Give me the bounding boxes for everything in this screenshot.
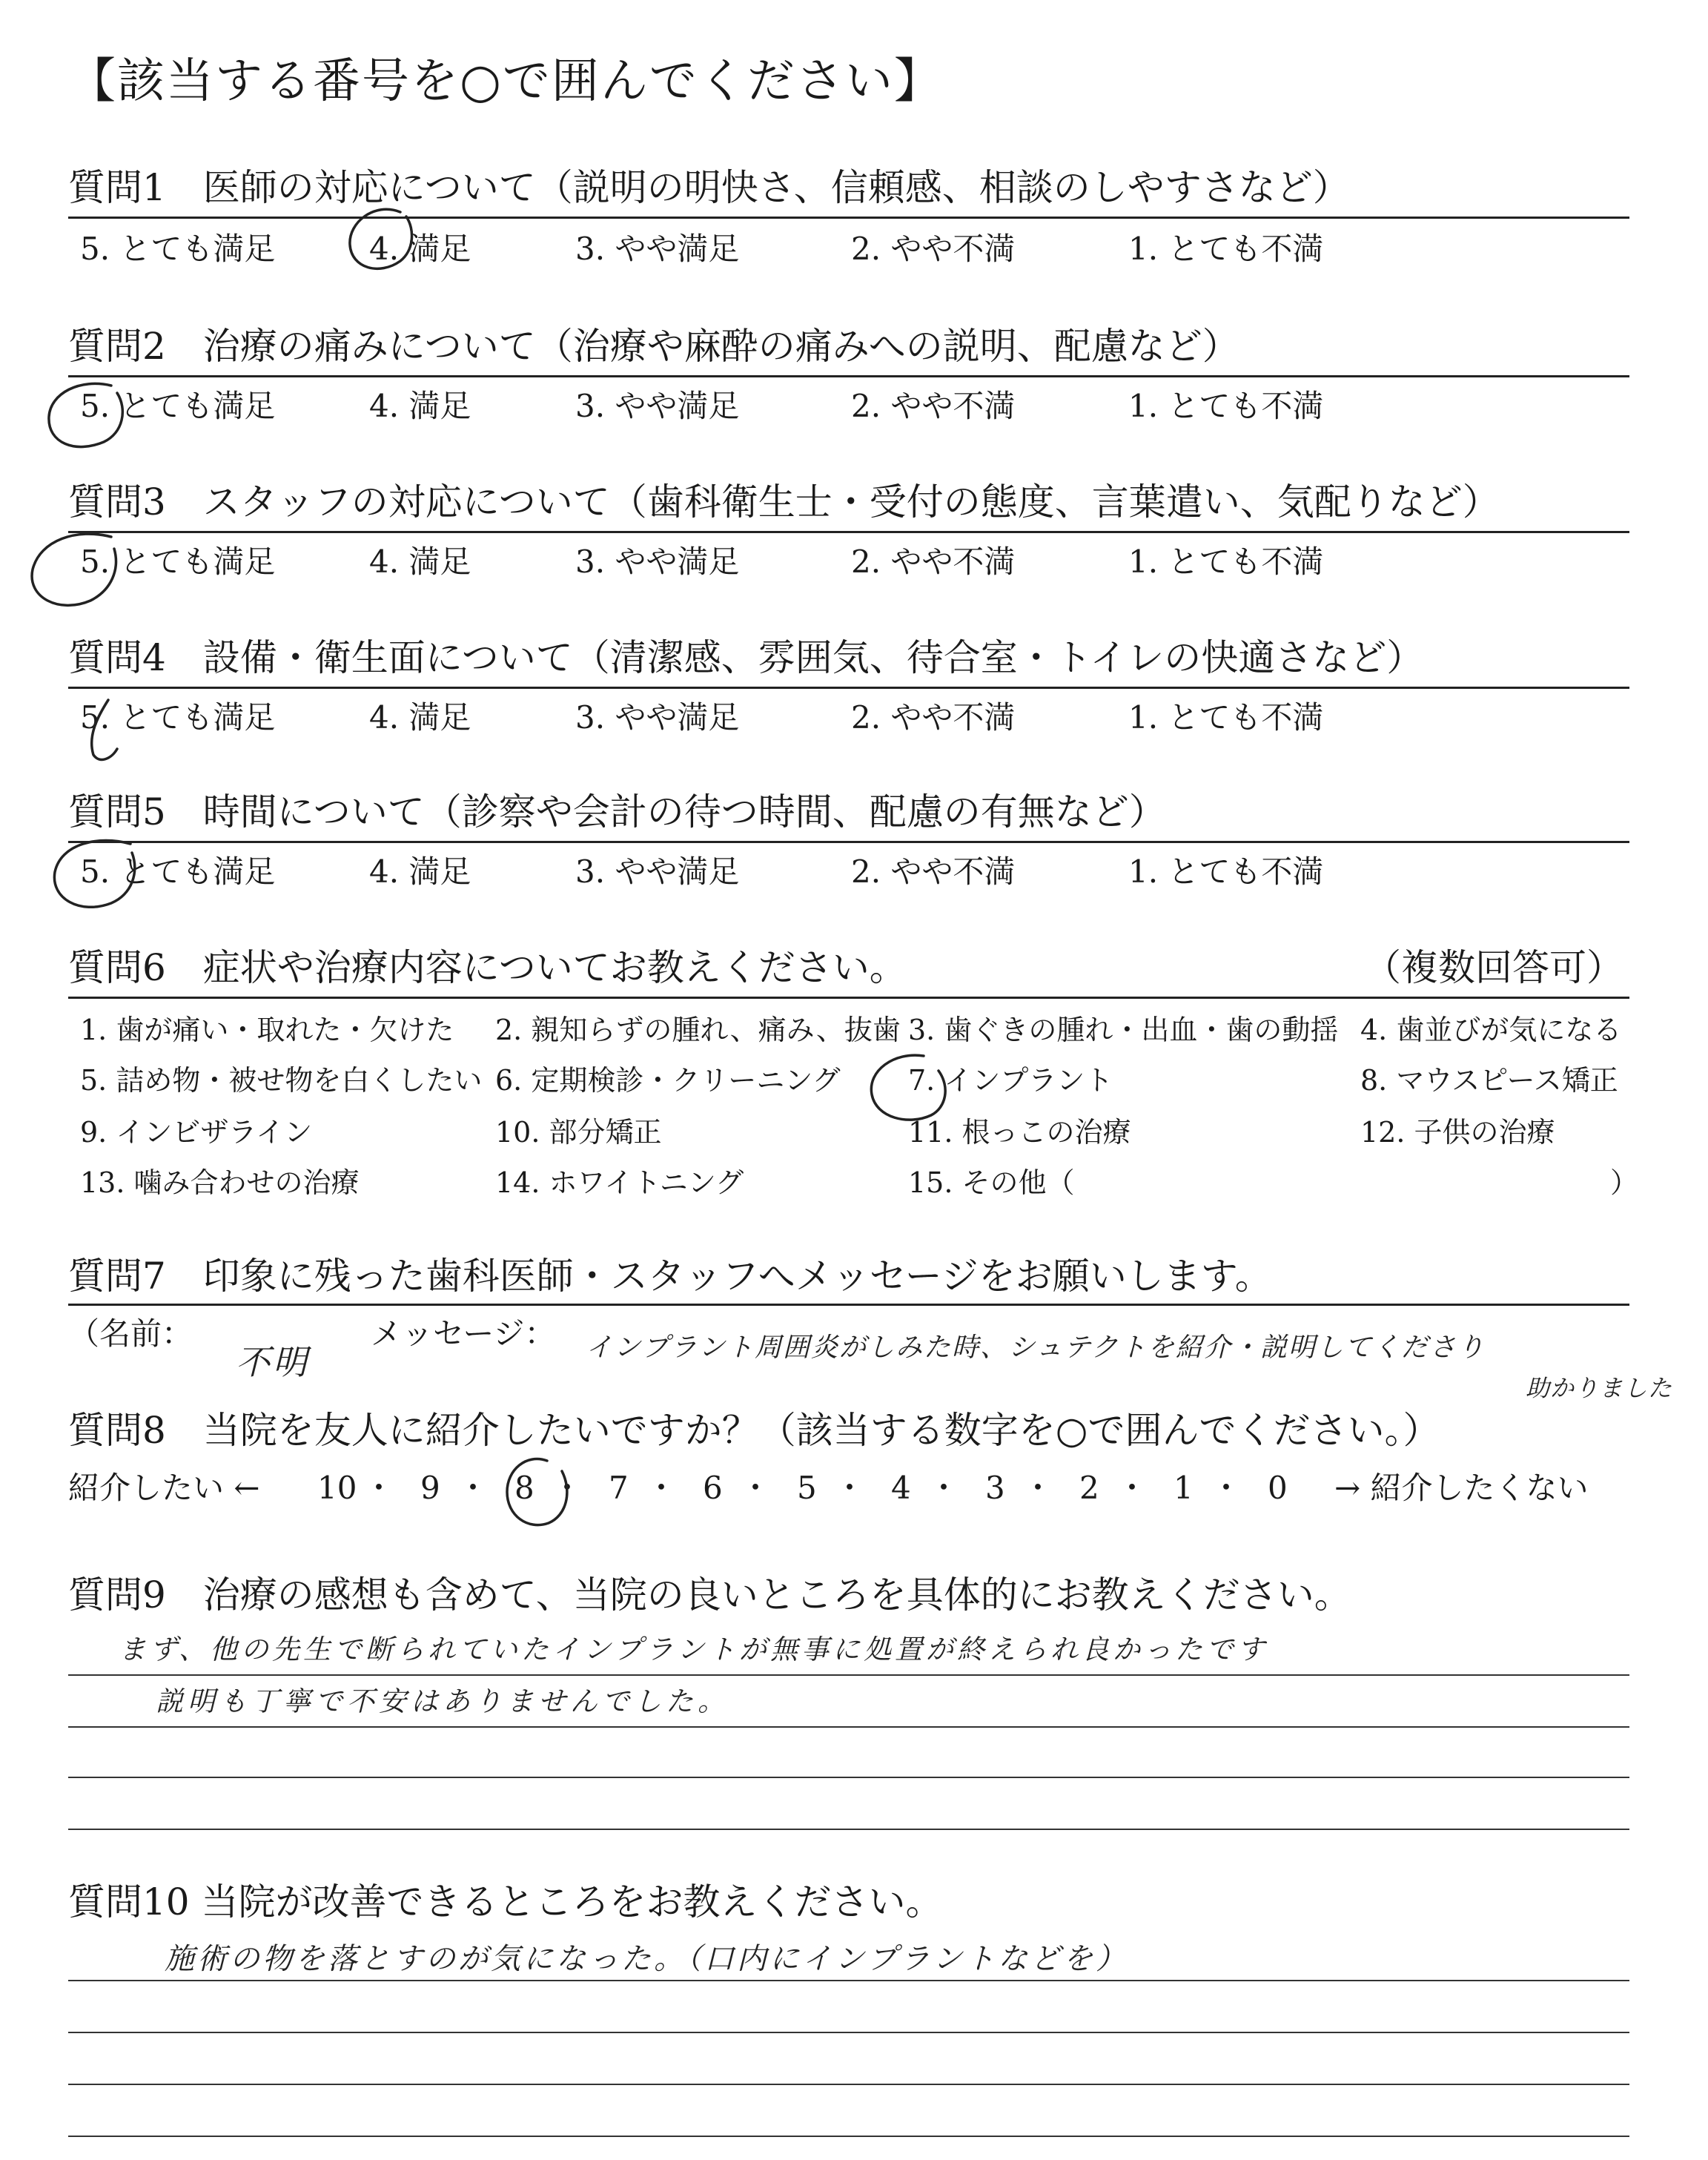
q8-scale-value-3[interactable]: 3 [985, 1470, 1005, 1506]
q1-option-4[interactable]: 4. 満足 [369, 231, 471, 267]
q8-scale-separator: ・ [457, 1470, 489, 1506]
q7-message-line-2[interactable]: 助かりました [1526, 1374, 1673, 1402]
question-6-heading: 質問6 症状や治療内容についてお教えください。 [68, 946, 907, 989]
q8-scale-value-6[interactable]: 6 [703, 1470, 723, 1506]
q8-scale-value-8[interactable]: 8 [514, 1470, 534, 1506]
divider [68, 531, 1629, 533]
q2-option-2[interactable]: 2. やや不満 [851, 388, 1016, 424]
question-4-heading: 質問4 設備・衛生面について（清潔感、雰囲気、待合室・トイレの快適さなど） [68, 636, 1424, 679]
answer-line [68, 1777, 1629, 1778]
q8-scale-value-9[interactable]: 9 [420, 1470, 440, 1506]
q8-scale-separator: ・ [1211, 1470, 1242, 1506]
q1-option-1[interactable]: 1. とても不満 [1128, 231, 1324, 267]
q8-scale-separator: ・ [646, 1470, 678, 1506]
q8-scale-value-0[interactable]: 0 [1268, 1470, 1288, 1506]
q8-scale-value-5[interactable]: 5 [797, 1470, 817, 1506]
q10-answer-line-1[interactable]: 施術の物を落とすのが気になった。（口内にインプラントなどを） [165, 1942, 1128, 1976]
q2-option-4[interactable]: 4. 満足 [369, 388, 471, 424]
q9-answer-line-1[interactable]: まず、他の先生で断られていたインプラントが無事に処置が終えられ良かったです [119, 1634, 1269, 1665]
q1-option-3[interactable]: 3. やや満足 [575, 231, 740, 267]
q8-scale-value-10[interactable]: 10 [317, 1470, 357, 1506]
page-title: 【該当する番号を○で囲んでください】 [68, 54, 943, 109]
q2-option-1[interactable]: 1. とても不満 [1128, 388, 1324, 424]
q4-option-4[interactable]: 4. 満足 [369, 699, 471, 736]
q3-option-2[interactable]: 2. やや不満 [851, 544, 1016, 580]
divider [68, 375, 1629, 377]
answer-line [68, 2084, 1629, 2085]
answer-line [68, 2032, 1629, 2033]
divider [68, 687, 1629, 689]
q9-answer-line-2[interactable]: 説明も丁寧で不安はありませんでした。 [156, 1685, 729, 1717]
q3-option-5[interactable]: 5. とても満足 [80, 544, 276, 580]
divider [68, 1304, 1629, 1306]
q6-option-3[interactable]: 3. 歯ぐきの腫れ・出血・歯の動揺 [908, 1014, 1339, 1046]
q3-option-1[interactable]: 1. とても不満 [1128, 544, 1324, 580]
q6-option-8[interactable]: 8. マウスピース矯正 [1360, 1064, 1618, 1097]
divider [68, 217, 1629, 219]
answer-line [68, 1674, 1629, 1676]
q6-option-11[interactable]: 11. 根っこの治療 [908, 1116, 1131, 1149]
q8-scale-separator: ・ [552, 1470, 583, 1506]
question-1-heading: 質問1 医師の対応について（説明の明快さ、信頼感、相談のしやすさなど） [68, 166, 1350, 209]
q3-option-4[interactable]: 4. 満足 [369, 544, 471, 580]
q6-option-9[interactable]: 9. インビザライン [80, 1116, 313, 1149]
q8-right-label: → 紹介したくない [1334, 1470, 1589, 1506]
q7-message-line-1[interactable]: インプラント周囲炎がしみた時、シュテクトを紹介・説明してくださり [586, 1332, 1486, 1363]
q5-option-2[interactable]: 2. やや不満 [851, 853, 1016, 890]
q5-option-4[interactable]: 4. 満足 [369, 853, 471, 890]
q5-option-3[interactable]: 3. やや満足 [575, 853, 740, 890]
question-5-heading: 質問5 時間について（診察や会計の待つ時間、配慮の有無など） [68, 790, 1166, 833]
q7-name-value[interactable]: 不明 [236, 1342, 310, 1382]
q8-scale-separator: ・ [740, 1470, 772, 1506]
q6-option-13[interactable]: 13. 噛み合わせの治療 [80, 1166, 360, 1199]
q8-scale-value-1[interactable]: 1 [1174, 1470, 1194, 1506]
q6-other-close-paren: ） [1610, 1166, 1639, 1199]
answer-line [68, 2136, 1629, 2137]
q7-message-label: メッセージ： [371, 1315, 556, 1352]
q4-option-3[interactable]: 3. やや満足 [575, 699, 740, 736]
q7-name-label: （名前： [68, 1315, 193, 1352]
divider [68, 997, 1629, 999]
q6-option-2[interactable]: 2. 親知らずの腫れ、痛み、抜歯 [495, 1014, 901, 1046]
q8-scale-separator: ・ [1022, 1470, 1054, 1506]
q6-multi-answer-note: （複数回答可） [1364, 946, 1623, 989]
answer-line [68, 1726, 1629, 1728]
q3-option-3[interactable]: 3. やや満足 [575, 544, 740, 580]
question-10-heading: 質問10 当院が改善できるところをお教えください。 [68, 1880, 943, 1923]
q8-scale-separator: ・ [1116, 1470, 1148, 1506]
q2-option-3[interactable]: 3. やや満足 [575, 388, 740, 424]
q6-option-1[interactable]: 1. 歯が痛い・取れた・欠けた [80, 1014, 454, 1046]
q6-option-4[interactable]: 4. 歯並びが気になる [1360, 1014, 1622, 1046]
q6-option-10[interactable]: 10. 部分矯正 [495, 1116, 662, 1149]
q8-left-label: 紹介したい ← [68, 1470, 260, 1506]
q5-option-1[interactable]: 1. とても不満 [1128, 853, 1324, 890]
q5-option-5[interactable]: 5. とても満足 [80, 853, 276, 890]
q8-scale-separator: ・ [834, 1470, 866, 1506]
q2-option-5[interactable]: 5. とても満足 [80, 388, 276, 424]
q6-option-7[interactable]: 7. インプラント [908, 1064, 1113, 1097]
divider [68, 841, 1629, 843]
q1-option-5[interactable]: 5. とても満足 [80, 231, 276, 267]
q8-scale-separator: ・ [928, 1470, 960, 1506]
answer-line [68, 1829, 1629, 1830]
q6-option-5[interactable]: 5. 詰め物・被せ物を白くしたい [80, 1064, 483, 1097]
q8-scale-value-2[interactable]: 2 [1079, 1470, 1099, 1506]
q4-option-1[interactable]: 1. とても不満 [1128, 699, 1324, 736]
question-7-heading: 質問7 印象に残った歯科医師・スタッフへメッセージをお願いします。 [68, 1255, 1272, 1298]
q8-scale-value-4[interactable]: 4 [891, 1470, 911, 1506]
question-9-heading: 質問9 治療の感想も含めて、当院の良いところを具体的にお教えください。 [68, 1573, 1351, 1616]
q6-option-15-other[interactable]: 15. その他（ [908, 1166, 1075, 1199]
q8-scale-separator: ・ [363, 1470, 395, 1506]
question-2-heading: 質問2 治療の痛みについて（治療や麻酔の痛みへの説明、配慮など） [68, 325, 1239, 368]
question-8-heading: 質問8 当院を友人に紹介したいですか？（該当する数字を○で囲んでください。） [68, 1409, 1440, 1452]
q4-option-5[interactable]: 5. とても満足 [80, 699, 276, 736]
q1-option-2[interactable]: 2. やや不満 [851, 231, 1016, 267]
q4-option-2[interactable]: 2. やや不満 [851, 699, 1016, 736]
q6-option-6[interactable]: 6. 定期検診・クリーニング [495, 1064, 841, 1097]
answer-line [68, 1980, 1629, 1981]
q6-option-14[interactable]: 14. ホワイトニング [495, 1166, 744, 1199]
q8-scale-value-7[interactable]: 7 [609, 1470, 629, 1506]
q6-option-12[interactable]: 12. 子供の治療 [1360, 1116, 1555, 1149]
question-3-heading: 質問3 スタッフの対応について（歯科衛生士・受付の態度、言葉遣い、気配りなど） [68, 480, 1500, 524]
